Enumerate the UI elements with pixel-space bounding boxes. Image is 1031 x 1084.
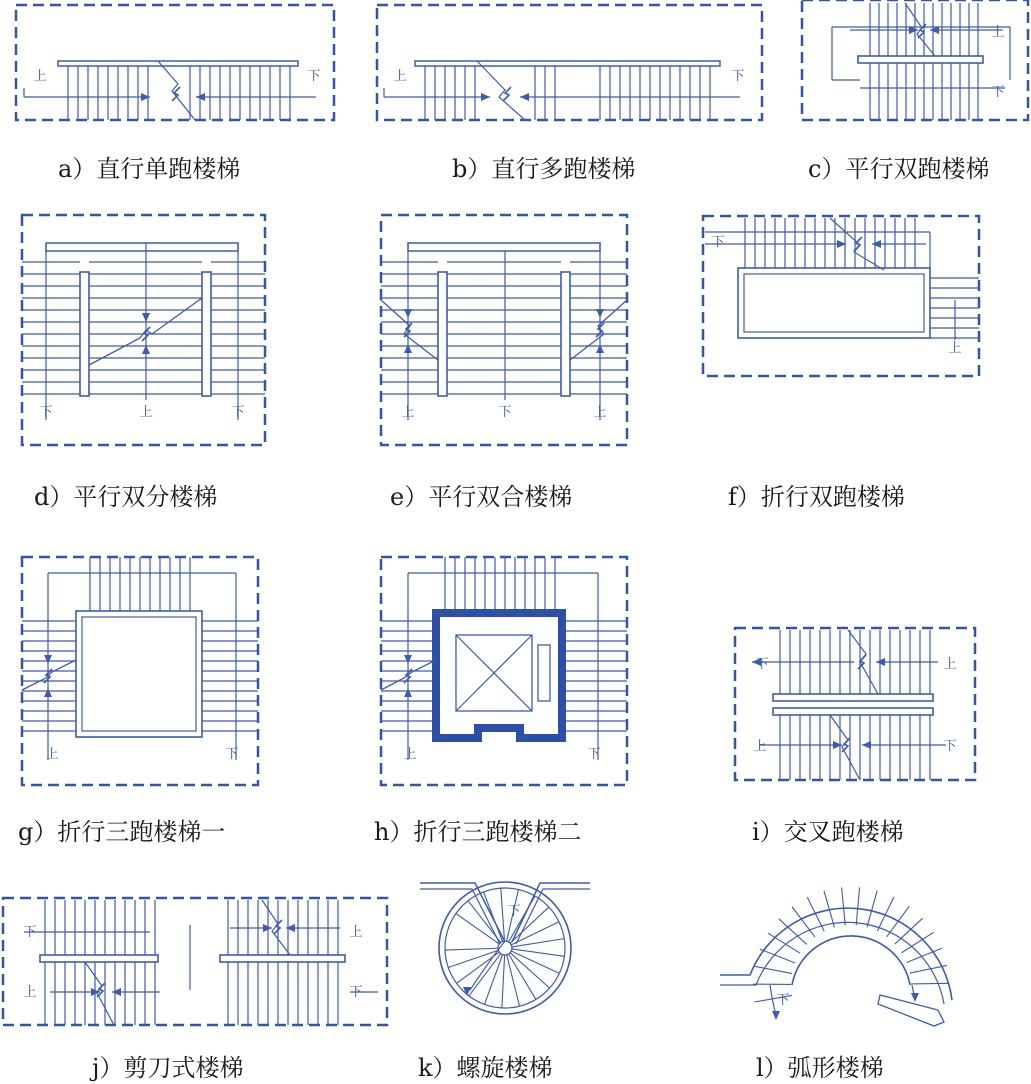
- handrail: [220, 955, 345, 962]
- handrail: [773, 708, 933, 715]
- wall-outline: [744, 274, 924, 332]
- plan-i-cross-run: [735, 628, 975, 780]
- arrow-head: [112, 988, 121, 996]
- arrow-head: [44, 655, 52, 664]
- caption-l: l）弧形楼梯: [756, 1054, 884, 1082]
- stairwell-dashed-frame: [16, 5, 334, 120]
- down-label: 下: [23, 925, 37, 940]
- wall-outline: [538, 645, 550, 701]
- stair-line: [856, 887, 859, 925]
- arrow-head: [286, 924, 295, 932]
- plan-b-straight-multi-run: [377, 5, 762, 120]
- caption-d: d）平行双分楼梯: [34, 483, 218, 511]
- plan-h-folded-triple-run-elevator: [381, 557, 627, 785]
- caption-a: a）直行单跑楼梯: [58, 155, 241, 183]
- stair-line: [469, 954, 501, 996]
- arrow-head: [872, 240, 881, 248]
- arrow-head: [833, 741, 842, 749]
- up-label: 上: [45, 747, 59, 762]
- down-label: 下: [943, 739, 957, 754]
- down-label: 下: [776, 993, 790, 1008]
- up-label: 上: [403, 747, 417, 762]
- wall-outline: [415, 61, 720, 66]
- handrail: [858, 56, 983, 63]
- stair-line: [867, 891, 877, 928]
- stair-line: [807, 897, 824, 931]
- up-label: 上: [139, 405, 153, 420]
- arrow-head: [596, 309, 604, 318]
- down-label: 下: [39, 405, 53, 420]
- arrow-head: [404, 688, 412, 697]
- up-label: 上: [593, 405, 607, 420]
- handrail: [40, 955, 158, 962]
- down-label: 下: [711, 235, 725, 250]
- stair-line: [877, 897, 894, 931]
- caption-i: i）交叉跑楼梯: [752, 818, 904, 846]
- wall-outline: [58, 61, 298, 66]
- stair-line: [516, 889, 590, 944]
- arrow-head: [404, 344, 412, 353]
- up-label: 上: [33, 69, 47, 84]
- handrail: [438, 272, 447, 396]
- arrow-head: [141, 93, 150, 101]
- wall-outline: [46, 243, 238, 251]
- handrail: [80, 272, 89, 396]
- plan-d-parallel-split: [22, 215, 265, 445]
- plan-g-folded-triple-run: [22, 557, 258, 785]
- caption-g: g）折行三跑楼梯一: [18, 818, 226, 846]
- stair-line: [887, 906, 910, 937]
- plan-e-parallel-merge: [381, 215, 627, 445]
- arrow-head: [520, 93, 529, 101]
- landing-step: [878, 995, 944, 1026]
- plan-a-straight-single-run: [16, 5, 334, 120]
- stair-line: [445, 948, 498, 950]
- stair-line: [468, 901, 501, 943]
- up-label: 上: [991, 25, 1005, 40]
- down-label: 下: [349, 985, 363, 1000]
- arrow-head: [404, 309, 412, 318]
- stair-line: [477, 61, 525, 120]
- stair-line: [512, 939, 564, 947]
- down-label: 下: [991, 85, 1005, 100]
- stair-line: [720, 922, 944, 1004]
- arrow-head: [142, 313, 150, 322]
- arrow-head: [44, 688, 52, 697]
- stair-line: [720, 908, 952, 1000]
- plan-c-parallel-double-run: [802, 0, 1028, 120]
- up-label: 上: [393, 69, 407, 84]
- caption-e: e）平行双合楼梯: [390, 483, 573, 511]
- arrow-head: [772, 1011, 780, 1020]
- plan-k-spiral: [420, 882, 590, 1014]
- arrow-head: [862, 741, 871, 749]
- caption-b: b）直行多跑楼梯: [452, 155, 636, 183]
- stair-line: [484, 955, 502, 1005]
- arrow-head: [481, 93, 490, 101]
- stair-line: [501, 888, 505, 941]
- caption-j: j）剪刀式楼梯: [92, 1054, 244, 1082]
- down-label: 下: [755, 657, 769, 672]
- down-label: 下: [307, 69, 321, 84]
- down-label: 下: [498, 405, 512, 420]
- arrow-head: [404, 655, 412, 664]
- up-label: 上: [23, 985, 37, 1000]
- stair-line: [502, 955, 505, 1008]
- handrail: [773, 694, 933, 701]
- stair-line: [768, 933, 800, 953]
- stair-line: [512, 883, 590, 942]
- caption-k: k）螺旋楼梯: [418, 1054, 553, 1082]
- arrow-head: [596, 344, 604, 353]
- up-label: 上: [943, 657, 957, 672]
- arrow-head: [911, 993, 919, 1002]
- stair-line: [755, 966, 792, 973]
- plan-l-curved: [720, 887, 952, 1026]
- up-label: 上: [948, 341, 962, 356]
- down-label: 下: [731, 69, 745, 84]
- stair-line: [510, 953, 549, 988]
- stairwell-dashed-frame: [735, 628, 975, 780]
- wall-outline: [82, 617, 196, 731]
- down-label: 下: [587, 747, 601, 762]
- wall-outline: [738, 268, 930, 338]
- stair-line: [420, 883, 505, 942]
- stair-line: [770, 985, 776, 1015]
- stair-line: [911, 983, 949, 984]
- stair-line: [858, 655, 866, 669]
- up-label: 上: [401, 405, 415, 420]
- caption-h: h）折行三跑楼梯二: [374, 818, 582, 846]
- caption-f: f）折行双跑楼梯: [728, 483, 905, 511]
- plan-j-scissor: [3, 898, 387, 1025]
- stair-line: [842, 887, 846, 925]
- up-label: 上: [349, 925, 363, 940]
- plan-f-folded-double-run: [703, 216, 979, 376]
- up-label: 上: [753, 739, 767, 754]
- stair-line: [22, 660, 76, 690]
- stair-line: [910, 965, 947, 973]
- handrail: [561, 272, 570, 396]
- down-label: 下: [231, 405, 245, 420]
- caption-c: c）平行双跑楼梯: [808, 155, 990, 183]
- wall-outline: [76, 611, 202, 737]
- down-label: 下: [507, 904, 521, 919]
- down-label: 下: [225, 747, 239, 762]
- wall-outline: [408, 243, 600, 251]
- stair-line: [779, 919, 807, 945]
- elevator-shaft-wall: [436, 613, 562, 738]
- stair-line: [792, 936, 910, 985]
- handrail: [202, 272, 211, 396]
